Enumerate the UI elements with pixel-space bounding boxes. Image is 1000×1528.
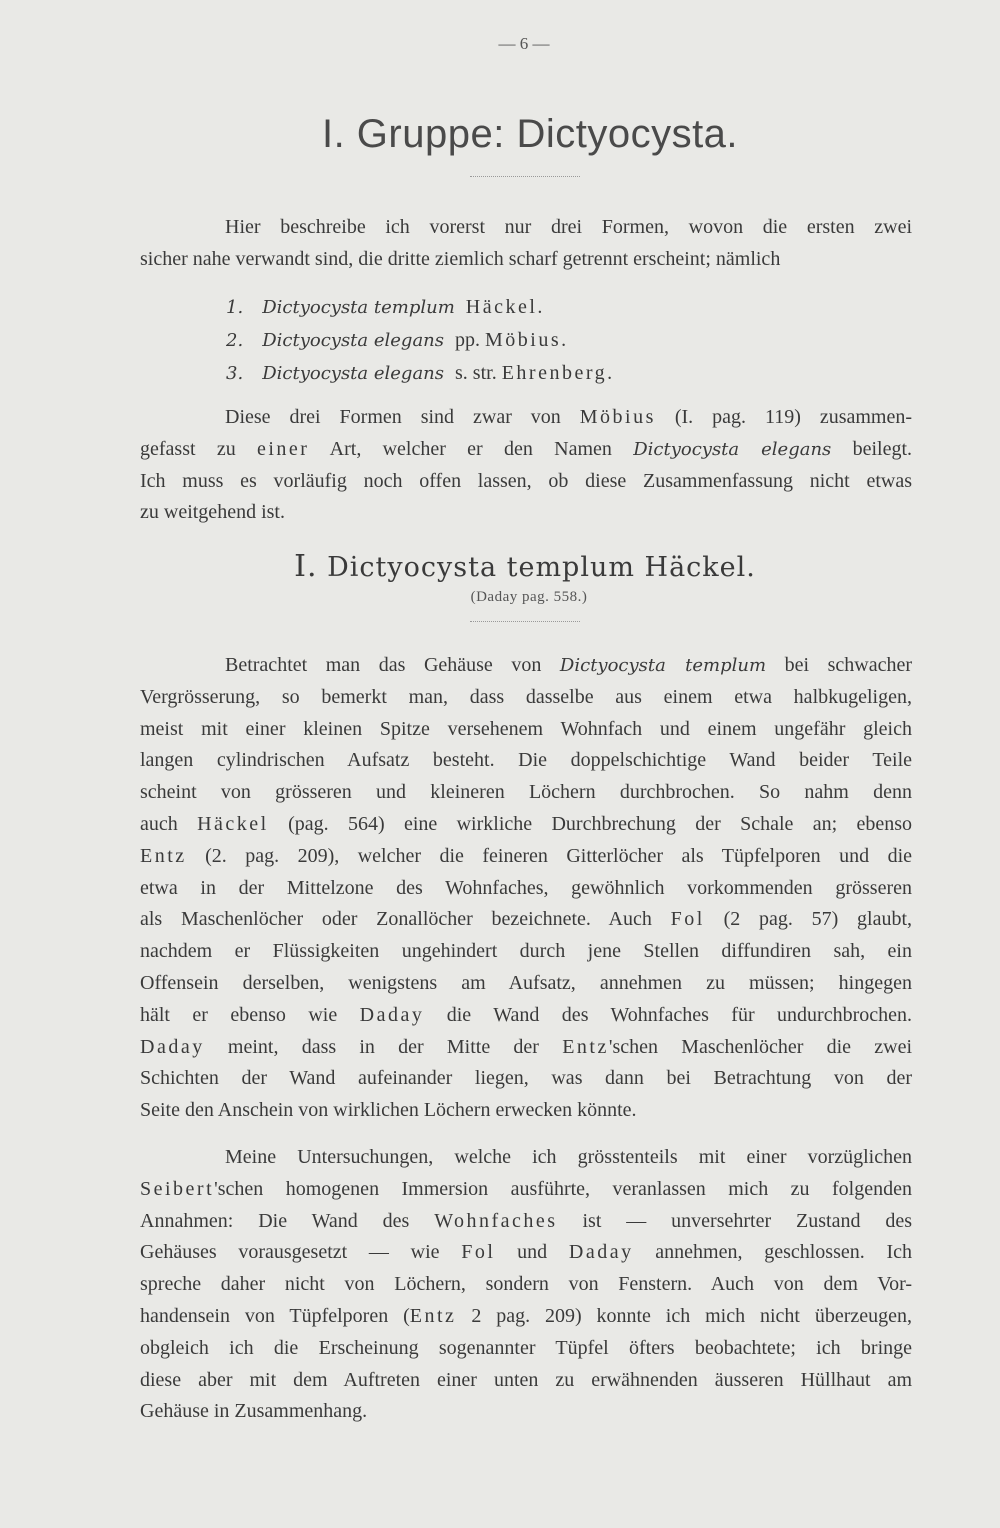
- section-divider: [470, 621, 580, 622]
- text-line: meist mit einer kleinen Spitze versehenem Wohnfach und einem ungefähr gleich: [140, 717, 912, 740]
- text-line: Gehäuse in Zusammenhang.: [140, 1400, 368, 1423]
- text-line: obgleich ich die Erscheinung sogenannter Tüpfel öfters beobachtete; ich bringe: [140, 1336, 912, 1359]
- species-list: [226, 291, 615, 390]
- title-divider: [470, 176, 580, 177]
- text-line: Offensein derselben, wenigstens am Aufsatz, annehmen zu müssen; hingegen: [140, 971, 912, 994]
- text-line: Meine Untersuchungen, welche ich grösstenteils mit einer vorzüglichen: [225, 1146, 912, 1168]
- text-line: Schichten der Wand aufeinander liegen, was dann bei Betrachtung von der: [140, 1067, 912, 1090]
- text-line: scheint von grösseren und kleineren Löchern durchbrochen. So nahm denn: [140, 781, 912, 804]
- page-number: — 6 —: [498, 34, 550, 53]
- text-line: sicher nahe verwandt sind, die dritte ziemlich scharf getrennt erscheint; nämlich: [140, 247, 781, 270]
- page-title: I. Gruppe: Dictyocysta.: [321, 112, 739, 156]
- section-heading: I. Dictyocysta templum Häckel.: [294, 549, 756, 584]
- text-line: spreche daher nicht von Löchern, sondern von Fenstern. Auch von dem Vor-: [140, 1273, 912, 1296]
- text-line: handensein von Tüpfelporen (Entz 2 pag. 209) konnte ich mich nicht überzeugen,: [140, 1304, 913, 1327]
- text-line: Diese drei Formen sind zwar von Möbius (I. pag. 119) zusammen-: [225, 406, 913, 428]
- text-line: nachdem er Flüssigkeiten ungehindert durch jene Stellen diffundiren sah, ein: [140, 940, 912, 963]
- text-line: gefasst zu einer Art, welcher er den Namen Dictyocysta elegans beilegt.: [140, 437, 913, 460]
- text-line: als Maschenlöcher oder Zonallöcher bezeichnete. Auch Fol (2 pag. 57) glaubt,: [140, 908, 913, 931]
- text-line: Entz (2. pag. 209), welcher die feineren Gitterlöcher als Tüpfelporen und die: [140, 844, 912, 867]
- text-line: Hier beschreibe ich vorerst nur drei Formen, wovon die ersten zwei: [225, 216, 912, 238]
- section-reference: (Daday pag. 558.): [470, 589, 588, 605]
- text-line: hält er ebenso wie Daday die Wand des Wohnfaches für undurchbrochen.: [140, 1003, 912, 1026]
- text-line: zu weitgehend ist.: [140, 501, 285, 524]
- text-line: Seibert'schen homogenen Immersion ausführte, veranlassen mich zu folgenden: [140, 1177, 912, 1200]
- text-line: diese aber mit dem Auftreten einer unten zu erwähnenden äusseren Hüllhaut am: [140, 1368, 912, 1391]
- text-line: Daday meint, dass in der Mitte der Entz'schen Maschenlöcher die zwei: [140, 1035, 912, 1058]
- text-line: auch Häckel (pag. 564) eine wirkliche Durchbrechung der Schale an; ebenso: [140, 812, 913, 835]
- text-line: Seite den Anschein von wirklichen Löchern erwecken könnte.: [140, 1099, 637, 1122]
- list-item: 2. Dictyocysta elegans pp. Möbius.: [226, 329, 569, 351]
- description-paragraph: [140, 650, 912, 1127]
- intro-paragraph: [140, 212, 912, 276]
- text-line: Betrachtet man das Gehäuse von Dictyocysta templum bei schwacher: [225, 654, 913, 676]
- text-line: Gehäuses vorausgesetzt — wie Fol und Daday annehmen, geschlossen. Ich: [140, 1241, 912, 1264]
- list-item: 1. Dictyocysta templum Häckel.: [226, 296, 545, 318]
- text-line: Annahmen: Die Wand des Wohnfaches ist — unversehrter Zustand des: [140, 1209, 913, 1232]
- text-line: etwa in der Mittelzone des Wohnfaches, gewöhnlich vorkommenden grösseren: [140, 876, 912, 899]
- text-line: Ich muss es vorläufig noch offen lassen, ob diese Zusammenfassung nicht etwas: [140, 469, 912, 492]
- findings-paragraph: [140, 1142, 912, 1428]
- text-line: Vergrösserung, so bemerkt man, dass dasselbe aus einem etwa halbkugeligen,: [140, 685, 912, 708]
- list-item: 3. Dictyocysta elegans s. str. Ehrenberg.: [226, 362, 615, 384]
- text-line: langen cylindrischen Aufsatz besteht. Die doppelschichtige Wand beider Teile: [140, 749, 912, 772]
- summary-paragraph: [140, 402, 912, 529]
